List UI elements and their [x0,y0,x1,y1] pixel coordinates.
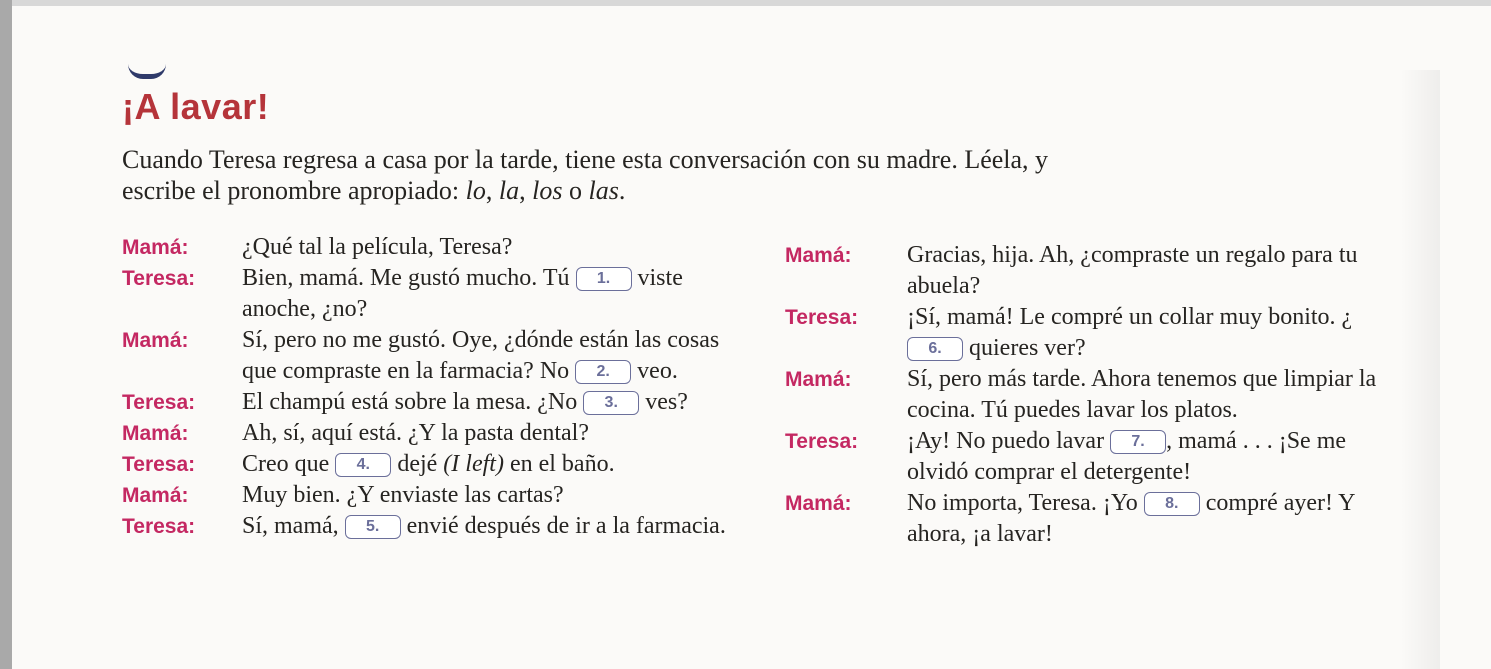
dialogue-left-column [122,232,742,542]
speaker-label: Teresa: [122,267,196,290]
pronoun-los: los [532,176,563,205]
section-mark [128,64,166,79]
dialogue-turn [122,325,742,387]
dialogue-line: ¡Sí, mamá! Le compré un collar muy bonito. ¿6. quieres ver? [907,304,1353,361]
speaker-label: Teresa: [122,391,196,414]
dialogue-right-column [785,240,1395,550]
dialogue-turn [122,418,742,449]
dialogue-turn [785,302,1395,364]
dialogue-line: Ah, sí, aquí está. ¿Y la pasta dental? [242,420,589,446]
speaker-label: Teresa: [785,306,859,329]
viewer-top-edge [12,0,1491,6]
speaker-label: Mamá: [785,492,852,515]
dialogue-turn [122,480,742,511]
pronoun-la: la [498,176,520,205]
dialogue-line: Creo que 4. dejé (I left) en el baño. [242,451,615,477]
speaker-label: Mamá: [122,484,189,507]
blank-2[interactable]: 2. [575,360,631,384]
dialogue-line: ¡Ay! No puedo lavar 7. , mamá . . . ¡Se me olvidó comprar el detergente! [907,428,1347,485]
dialogue-turn [785,488,1395,550]
dialogue-turn [122,232,742,263]
dialogue-line: Sí, mamá, 5. envié después de ir a la farmacia. [242,513,726,539]
speaker-label: Teresa: [785,430,859,453]
speaker-label: Mamá: [122,329,189,352]
dialogue-turn [122,511,742,542]
viewer-left-edge [0,0,12,669]
dialogue-line: No importa, Teresa. ¡Yo 8. compré ayer! Y ahora, ¡a lavar! [907,490,1355,547]
pronoun-las: las [588,176,619,205]
dialogue-line: Muy bien. ¿Y enviaste las cartas? [242,482,564,508]
dialogue-turn [122,449,742,480]
blank-8[interactable]: 8. [1144,492,1200,516]
dialogue-line: Sí, pero no me gustó. Oye, ¿dónde están las cosas que compraste en la farmacia? No 2. veo. [242,327,720,384]
speaker-label: Teresa: [122,453,196,476]
blank-1[interactable]: 1. [576,267,632,291]
instructions: Cuando Teresa regresa a casa por la tarde, tiene esta conversación con su madre. Léela, y escribe el pronombre apropiado: lo, la, los o las. [122,145,1049,205]
blank-7[interactable]: 7. [1110,430,1166,454]
page-shadow [1400,70,1440,669]
speaker-label: Mamá: [785,368,852,391]
dialogue-line: ¿Qué tal la película, Teresa? [242,234,513,260]
dialogue-turn [785,364,1395,426]
dialogue-line: Gracias, hija. Ah, ¿compraste un regalo para tu abuela? [907,242,1358,299]
blank-5[interactable]: 5. [345,515,401,539]
dialogue-turn [785,240,1395,302]
dialogue-turn [122,387,742,418]
dialogue-line: Bien, mamá. Me gustó mucho. Tú 1. viste anoche, ¿no? [242,265,683,322]
dialogue-turn [122,263,742,325]
pronoun-lo: lo [465,176,486,205]
speaker-label: Mamá: [122,422,189,445]
gloss-i-left: (I left) [443,451,504,477]
blank-4[interactable]: 4. [335,453,391,477]
dialogue-turn [785,426,1395,488]
blank-3[interactable]: 3. [583,391,639,415]
blank-6[interactable]: 6. [907,337,963,361]
activity-title: ¡A lavar! [122,86,270,127]
speaker-label: Teresa: [122,515,196,538]
speaker-label: Mamá: [785,244,852,267]
dialogue-line: El champú está sobre la mesa. ¿No 3. ves? [242,389,688,415]
speaker-label: Mamá: [122,236,189,259]
dialogue-line: Sí, pero más tarde. Ahora tenemos que limpiar la cocina. Tú puedes lavar los platos. [907,366,1377,423]
